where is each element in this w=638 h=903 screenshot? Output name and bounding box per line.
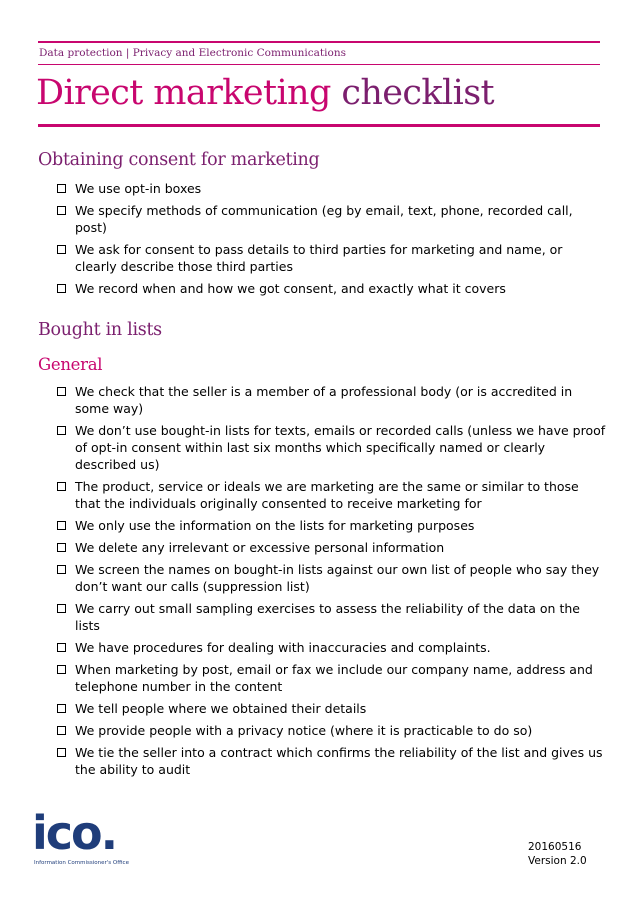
header-breadcrumb: Data protection | Privacy and Electronic Communications bbox=[39, 47, 346, 59]
checkbox-icon[interactable] bbox=[57, 426, 66, 435]
checkbox-icon[interactable] bbox=[57, 665, 66, 674]
checkbox-icon[interactable] bbox=[57, 184, 66, 193]
document-number: 20160516 bbox=[528, 841, 582, 853]
checklist-item bbox=[57, 539, 607, 556]
checkbox-icon[interactable] bbox=[57, 643, 66, 652]
document-meta bbox=[528, 840, 587, 868]
consent-checklist bbox=[57, 180, 607, 302]
header-rule-bottom bbox=[38, 64, 600, 65]
checklist-item-text: We record when and how we got consent, and exactly what it covers bbox=[75, 281, 506, 296]
checklist-item-text: We delete any irrelevant or excessive personal information bbox=[75, 540, 445, 555]
checkbox-icon[interactable] bbox=[57, 284, 66, 293]
checklist-item-text: We carry out small sampling exercises to assess the reliability of the data on the lists bbox=[75, 601, 580, 633]
section-heading-bought-in-lists: Bought in lists bbox=[38, 320, 162, 340]
ico-logo-mark: ico. bbox=[32, 806, 117, 860]
checklist-item bbox=[57, 700, 607, 717]
checklist-item bbox=[57, 561, 607, 595]
checklist-item bbox=[57, 517, 607, 534]
checklist-item bbox=[57, 744, 607, 778]
checklist-item-text: We use opt-in boxes bbox=[75, 181, 202, 196]
checkbox-icon[interactable] bbox=[57, 387, 66, 396]
checklist-item bbox=[57, 202, 607, 236]
checklist-item bbox=[57, 478, 607, 512]
checklist-item-text: We only use the information on the lists for marketing purposes bbox=[75, 518, 475, 533]
checklist-item-text: We provide people with a privacy notice (where it is practicable to do so) bbox=[75, 723, 533, 738]
checklist-item bbox=[57, 180, 607, 197]
page-title bbox=[36, 70, 494, 116]
page-title-part1: Direct marketing bbox=[36, 73, 331, 113]
checklist-item bbox=[57, 639, 607, 656]
checkbox-icon[interactable] bbox=[57, 482, 66, 491]
checklist-item bbox=[57, 422, 607, 473]
checkbox-icon[interactable] bbox=[57, 206, 66, 215]
bought-in-lists-checklist bbox=[57, 383, 607, 783]
checkbox-icon[interactable] bbox=[57, 726, 66, 735]
checklist-item bbox=[57, 280, 607, 297]
checklist-item-text: We tell people where we obtained their details bbox=[75, 701, 367, 716]
title-rule bbox=[38, 124, 600, 127]
document-version: Version 2.0 bbox=[528, 855, 587, 867]
checkbox-icon[interactable] bbox=[57, 748, 66, 757]
page-title-part2: checklist bbox=[341, 73, 495, 113]
section-heading-consent: Obtaining consent for marketing bbox=[38, 150, 320, 170]
checkbox-icon[interactable] bbox=[57, 543, 66, 552]
checkbox-icon[interactable] bbox=[57, 245, 66, 254]
checklist-item-text: We specify methods of communication (eg by email, text, phone, recorded call, post) bbox=[75, 203, 573, 235]
checklist-item-text: We have procedures for dealing with inaccuracies and complaints. bbox=[75, 640, 491, 655]
checklist-item-text: We ask for consent to pass details to third parties for marketing and name, or clearly describe those third parties bbox=[75, 242, 563, 274]
checklist-item bbox=[57, 241, 607, 275]
checkbox-icon[interactable] bbox=[57, 521, 66, 530]
checklist-item-text: We don’t use bought-in lists for texts, emails or recorded calls (unless we have proof of opt-in consent within last six months which specifically named or clearly described us) bbox=[75, 423, 606, 472]
checklist-item-text: We screen the names on bought-in lists against our own list of people who say they don’t want our calls (suppression list) bbox=[75, 562, 600, 594]
checklist-item bbox=[57, 722, 607, 739]
checklist-item-text: We check that the seller is a member of a professional body (or is accredited in some way) bbox=[75, 384, 573, 416]
checkbox-icon[interactable] bbox=[57, 604, 66, 613]
checkbox-icon[interactable] bbox=[57, 704, 66, 713]
checklist-item-text: We tie the seller into a contract which confirms the reliability of the list and gives us the ability to audit bbox=[75, 745, 603, 777]
checkbox-icon[interactable] bbox=[57, 565, 66, 574]
checklist-item bbox=[57, 661, 607, 695]
ico-logo bbox=[32, 806, 142, 870]
ico-logo-subtitle: Information Commissioner's Office bbox=[34, 860, 129, 866]
checklist-item-text: The product, service or ideals we are marketing are the same or similar to those that the individuals originally consented to receive marketing for bbox=[75, 479, 579, 511]
checklist-item bbox=[57, 383, 607, 417]
subheading-general: General bbox=[38, 355, 103, 374]
checklist-item bbox=[57, 600, 607, 634]
header-rule-top bbox=[38, 41, 600, 43]
checklist-item-text: When marketing by post, email or fax we include our company name, address and telephone number in the content bbox=[75, 662, 593, 694]
